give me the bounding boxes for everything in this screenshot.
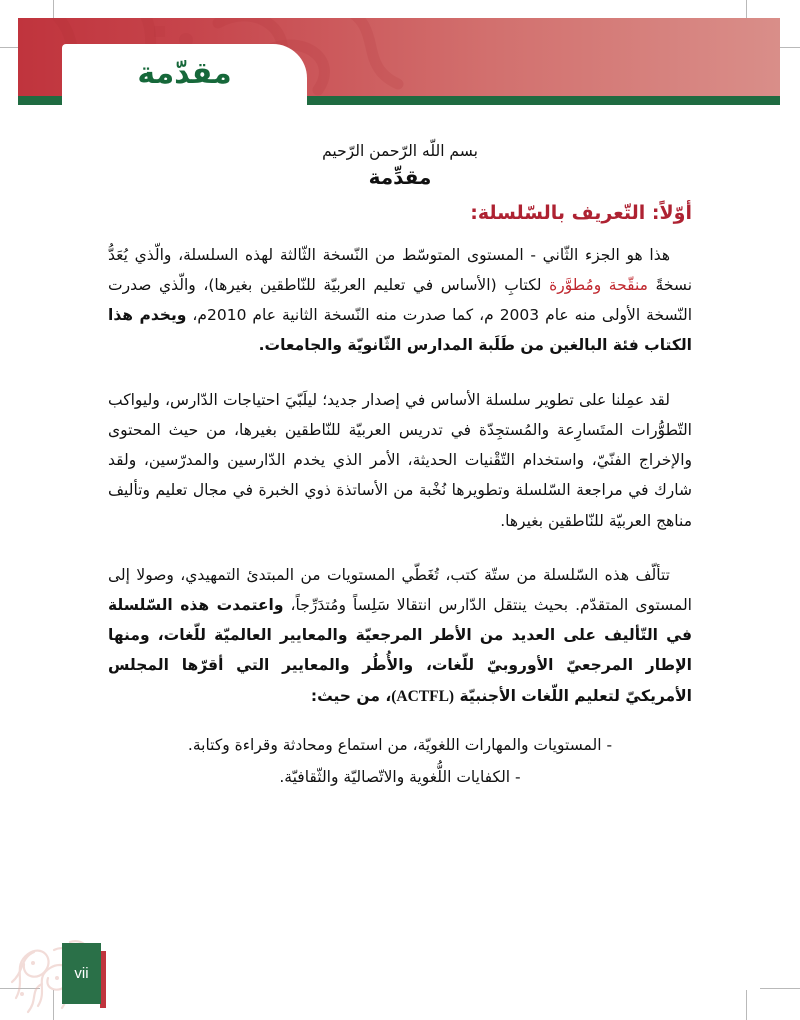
paragraph-series-overview <box>108 240 692 361</box>
paragraph3-segment-a: تتألّف هذه السّلسلة من ستّة كتب، تُغَطّي المستويات من المبتدئ التمهيدي، وصولا إلى المستوى المتقدّم. بحيث ينتقل الدّارس انتقالا سَلِساً ومُتدَرِّجاً، <box>108 565 692 614</box>
acronym-actfl: (ACTFL) <box>391 687 455 705</box>
paragraph1-segment-a: هذا هو الجزء الثّاني - المستوى المتوسّط من النّسخة الثّالثة لهذه السلسلة، والّذي يُعَدُّ نسخةً <box>108 245 693 294</box>
section-heading-series-intro: أوّلاً: التّعريف بالسّلسلة: <box>470 202 692 225</box>
criteria-list <box>108 730 692 794</box>
page-number: vii <box>62 943 101 1004</box>
basmala-line: بسم اللّه الرّحمن الرّحيم <box>322 142 478 160</box>
paragraph-development-effort: لقد عمِلنا على تطوير سلسلة الأساس في إصدار جديد؛ ليلَبّيَ احتياجات الدّارس، وليواكب التّطوُّرات المتَسارِعة والمُستجِدّة في تدريس العربيّة للنّاطقين بغيرها، من حيث المحتوى والإخراج الفنّيّ، واستخدام التّقْنيات الحديثة، الأمر الذي يخدم الدّارسين والمدرّسين، ولقد شارك في مراجعة السّلسلة وتطويرها نُخْبة من الأساتذة ذوي الخبرة في مجال تعليم وتأليف مناهج العربيّة للنّاطقين بغيرها. <box>108 390 692 530</box>
document-heading: مقدِّمة <box>368 165 432 190</box>
crop-mark-bottom-right-horizontal <box>760 988 800 989</box>
page-content <box>108 140 692 793</box>
paragraph3-bold-frameworks: واعتمدت هذه السّلسلة في التّأليف على العديد من الأطر المرجعيّة والمعايير العالميّة للّغات، ومنها الإطار المرجعيّ الأوروبيّ للّغات، والأُطُر والمعايير التي أقرّها المجلس الأمريكيّ لتعليم اللّغات الأجنبيّة <box>108 595 692 705</box>
chapter-title: مقدّمة <box>137 55 232 91</box>
paragraph3-bold-closing: ، من حيث: <box>310 686 392 705</box>
paragraph1-highlight-revised-developed: منقّحة ومُطوَّرة <box>549 275 648 294</box>
header-green-rule-right <box>307 96 780 105</box>
list-item: - المستويات والمهارات اللغويّة، من استماع ومحادثة وقراءة وكتابة. <box>187 735 613 754</box>
paragraph1-bold-audience: ويخدم هذا الكتاب فئة البالغين من طَلَبة المدارس الثّانويّة والجامعات. <box>108 306 692 355</box>
paragraph1-segment-c: لكتابِ (الأساس في تعليم العربيّة للنّاطقين بغيرها)، والّذي صدرت النّسخة الأولى منه عام 2003 م، كما صدرت منه النّسخة الثانية عام 2010م، <box>108 275 693 325</box>
crop-mark-bottom-right-vertical <box>746 990 747 1020</box>
list-item: - الكفايات اللُّغوية والاتّصاليّة والثّقافيّة. <box>279 767 521 786</box>
header-green-rule-left <box>18 96 62 105</box>
paragraph-series-structure <box>108 560 692 712</box>
